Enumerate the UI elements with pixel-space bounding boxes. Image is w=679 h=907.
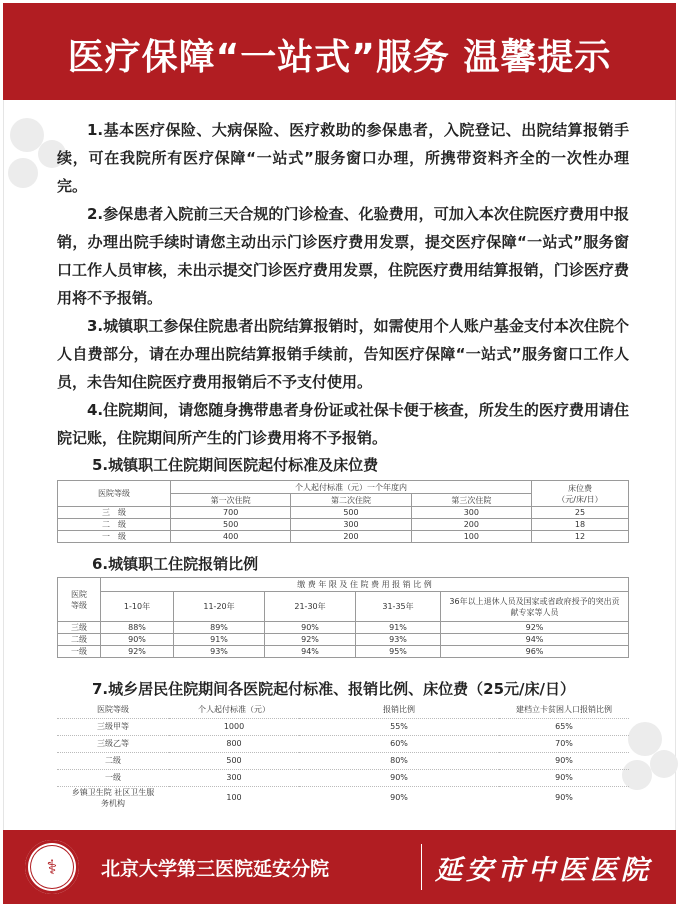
s5-header-bed: 床位费 （元/床/日） bbox=[532, 481, 629, 507]
s6-header-group: 缴 费 年 限 及 住 院 费 用 报 销 比 例 bbox=[101, 578, 629, 592]
section5-table bbox=[57, 480, 629, 543]
table-row: 三级甲等 1000 55% 65% bbox=[57, 718, 629, 735]
hospital-seal-logo bbox=[25, 840, 79, 894]
s5-header-level: 医院等级 bbox=[58, 481, 171, 507]
caduceus-icon: ⚕ bbox=[46, 855, 58, 879]
s6-col-3: 21-30年 bbox=[265, 592, 356, 622]
table-row: 一 级 400 200 100 12 bbox=[58, 531, 629, 543]
notice-paragraph-4: 4.住院期间，请您随身携带患者身份证或社保卡便于核查，所发生的医疗费用请住院记账，住院期间所产生的门诊费用将不予报销。 bbox=[57, 401, 629, 447]
table-row: 三级乙等 800 60% 70% bbox=[57, 735, 629, 752]
table-row: 二级 500 80% 90% bbox=[57, 752, 629, 769]
table-row: 一级 300 90% 90% bbox=[57, 769, 629, 786]
s6-header-level: 医院 等级 bbox=[58, 578, 101, 622]
table-row: 三 级 700 500 300 25 bbox=[58, 507, 629, 519]
page-title: 医疗保障“一站式”服务 温馨提示 bbox=[67, 37, 612, 78]
hospital-signature: 延安市中医医院 bbox=[435, 855, 652, 886]
footer-banner bbox=[3, 830, 676, 904]
section7-title: 7.城乡居民住院期间各医院起付标准、报销比例、床位费（25元/床/日） bbox=[92, 680, 575, 698]
table-row: 三级 88% 89% 90% 91% 92% bbox=[58, 622, 629, 634]
table-row: 乡镇卫生院 社区卫生服务机构 100 90% 90% bbox=[71, 787, 573, 808]
s7-header-poor: 建档立卡贫困人口报销比例 bbox=[499, 702, 629, 718]
s5-header-second: 第二次住院 bbox=[291, 494, 411, 507]
s5-header-group: 个人起付标准（元）一个年度内 bbox=[171, 481, 532, 494]
section7-table bbox=[57, 702, 629, 809]
s7-header-ratio: 报销比例 bbox=[299, 702, 499, 718]
s5-header-third: 第三次住院 bbox=[411, 494, 531, 507]
s5-header-first: 第一次住院 bbox=[171, 494, 291, 507]
section6-table bbox=[57, 577, 629, 658]
notice-paragraph-2: 2.参保患者入院前三天合规的门诊检查、化验费用，可加入本次住院医疗费用中报销，办理出院手续时请您主动出示门诊医疗费用发票，提交医疗保障“一站式”服务窗口工作人员审核，未出示提交门诊医疗费用发票，住院医疗费用结算报销，门诊医疗费用将不予报销。 bbox=[57, 205, 629, 307]
notice-paragraph-3: 3.城镇职工参保住院患者出院结算报销时，如需使用个人账户基金支付本次住院个人自费部分，请在办理出院结算报销手续前，告知医疗保障“一站式”服务窗口工作人员，未告知住院医疗费用报销后不予支付使用。 bbox=[57, 317, 629, 391]
s6-col-5: 36年以上退休人员及国家或省政府授予的突出贡献专家等人员 bbox=[441, 592, 629, 622]
table-row: 一级 92% 93% 94% 95% 96% bbox=[58, 646, 629, 658]
section6-title: 6.城镇职工住院报销比例 bbox=[92, 555, 259, 573]
s6-col-2: 11-20年 bbox=[174, 592, 265, 622]
footer-divider bbox=[421, 844, 422, 890]
section5-title: 5.城镇职工住院期间医院起付标准及床位费 bbox=[92, 456, 379, 474]
header-banner bbox=[3, 3, 676, 100]
table-row: 二 级 500 300 200 18 bbox=[58, 519, 629, 531]
s7-header-level: 医院等级 bbox=[57, 702, 169, 718]
s6-col-1: 1-10年 bbox=[101, 592, 174, 622]
table-row: 二级 90% 91% 92% 93% 94% bbox=[58, 634, 629, 646]
s7-header-start: 个人起付标准（元） bbox=[169, 702, 299, 718]
notice-paragraph-1: 1.基本医疗保险、大病保险、医疗救助的参保患者，入院登记、出院结算报销手续，可在我院所有医疗保障“一站式”服务窗口办理，所携带资料齐全的一次性办理完。 bbox=[57, 121, 629, 195]
hospital-name: 北京大学第三医院延安分院 bbox=[101, 858, 330, 880]
s6-col-4: 31-35年 bbox=[356, 592, 441, 622]
